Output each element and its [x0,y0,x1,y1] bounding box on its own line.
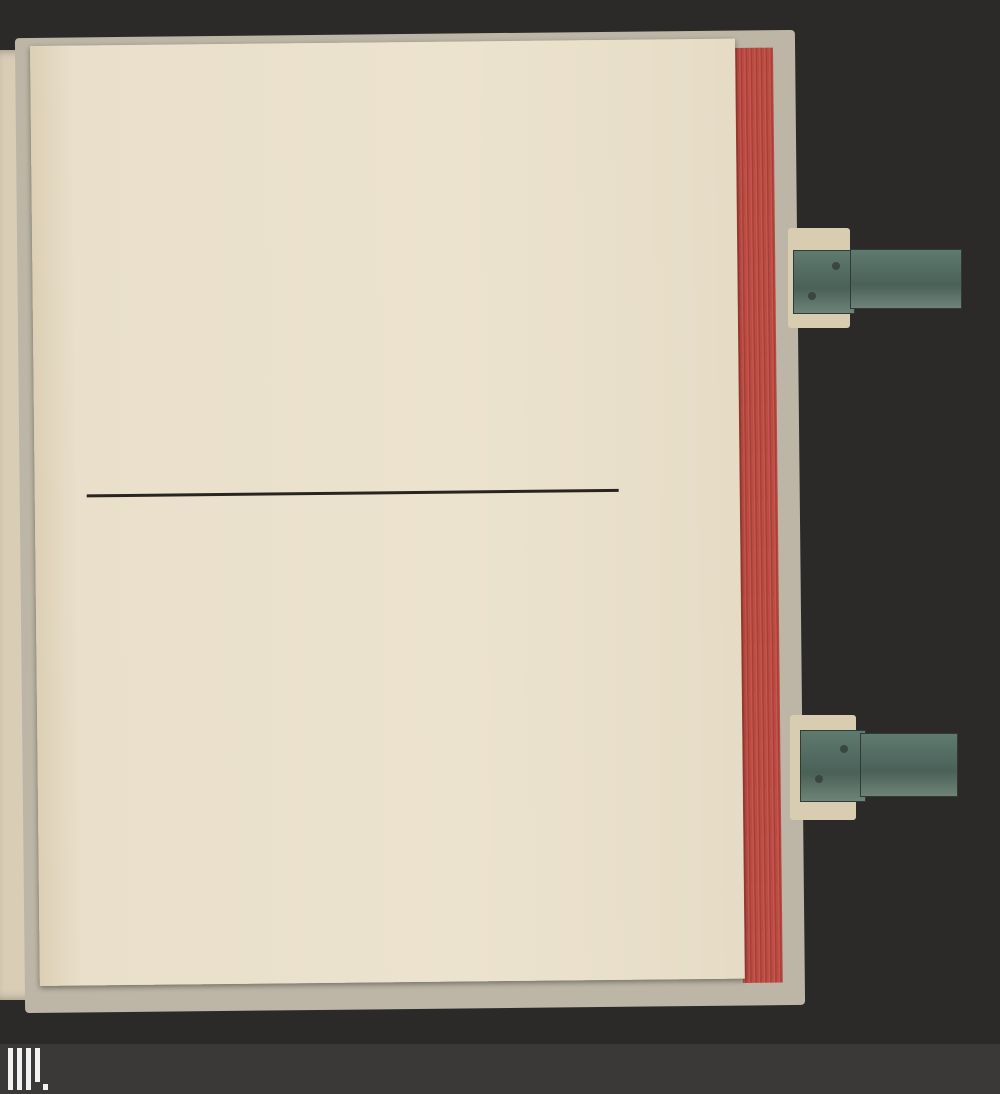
clasp-upper-strap [850,249,962,309]
section-rule [87,489,619,498]
clasp-lower-strap [860,733,958,797]
section-heading-latin [85,498,617,504]
margin-note [623,611,703,612]
clasp-rivet [815,775,823,783]
clasp-rivet [832,262,840,270]
clasp-lower-plate [800,730,866,802]
bleedthrough-text [644,419,714,420]
section-heading-german [85,527,617,533]
drop-cap [77,569,126,618]
text-top [69,120,629,126]
clasp-upper-plate [793,250,855,314]
book-page [30,39,745,986]
clasp-rivet [808,292,816,300]
text-bottom [77,562,627,568]
library-logo-icon [8,1048,46,1090]
library-footer [0,1044,1000,1094]
clasp-rivet [840,745,848,753]
page-text [30,39,745,986]
